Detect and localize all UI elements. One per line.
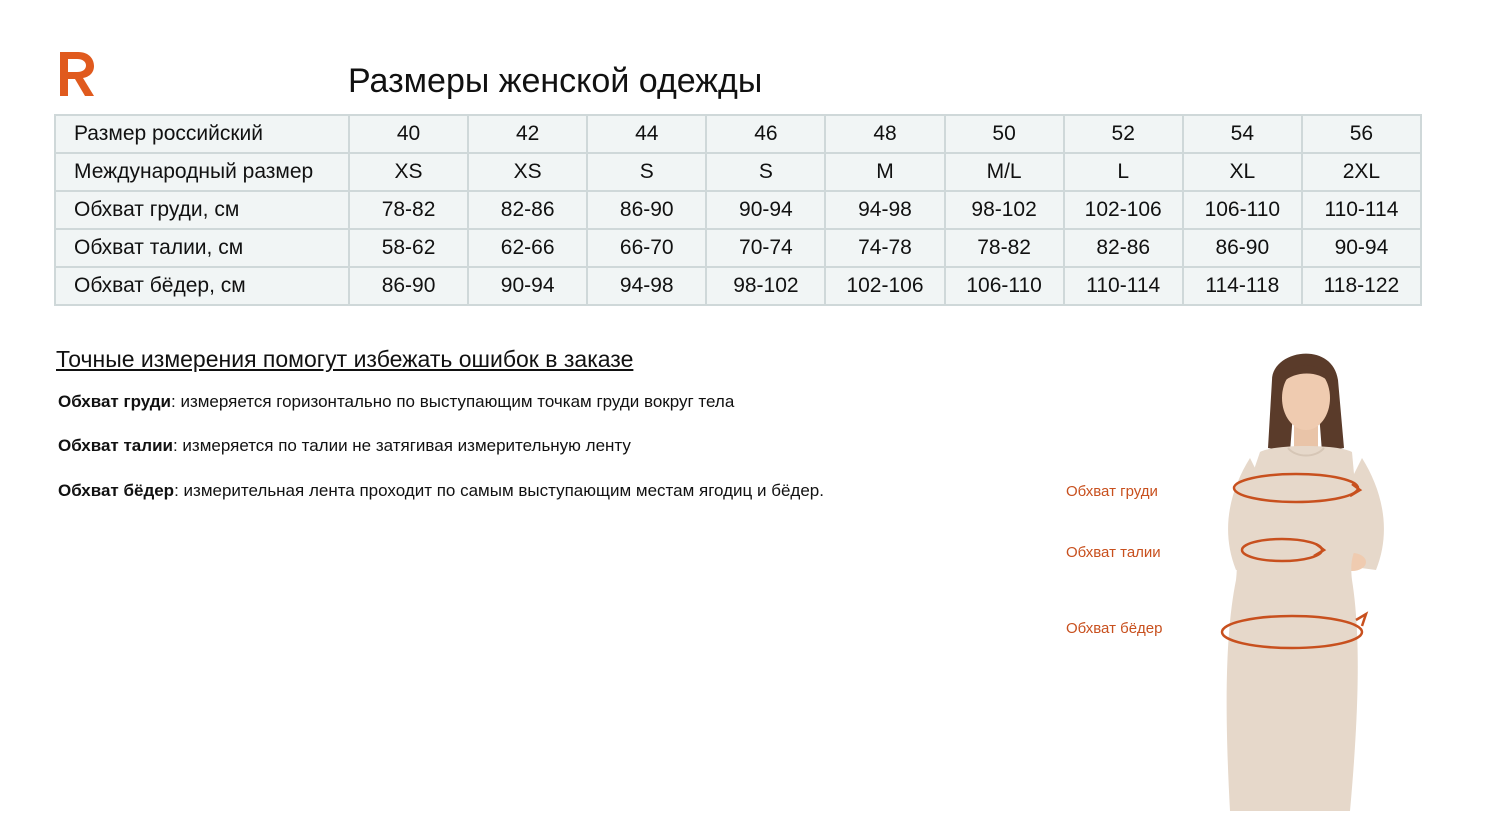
tip-waist <box>58 436 631 456</box>
table-cell: 110-114 <box>1302 191 1421 229</box>
table-cell: 106-110 <box>945 267 1064 305</box>
row-label: Международный размер <box>55 153 349 191</box>
table-cell: 74-78 <box>825 229 944 267</box>
table-cell: XS <box>349 153 468 191</box>
tip-hips-term: Обхват бёдер <box>58 481 175 500</box>
table-cell: 52 <box>1064 115 1183 153</box>
table-cell: 40 <box>349 115 468 153</box>
table-cell: XL <box>1183 153 1302 191</box>
row-waist <box>55 229 1421 267</box>
tips-heading: Точные измерения помогут избежать ошибок в заказе <box>56 346 634 372</box>
size-chart-table <box>54 114 1422 306</box>
label-waist: Обхват талии <box>1066 544 1161 561</box>
table-cell: 54 <box>1183 115 1302 153</box>
table-cell: 90-94 <box>468 267 587 305</box>
table-cell: 102-106 <box>825 267 944 305</box>
table-cell: 78-82 <box>945 229 1064 267</box>
table-cell: 58-62 <box>349 229 468 267</box>
table-cell: 82-86 <box>1064 229 1183 267</box>
table-cell: 102-106 <box>1064 191 1183 229</box>
table-cell: 90-94 <box>706 191 825 229</box>
table-cell: 82-86 <box>468 191 587 229</box>
table-cell: 50 <box>945 115 1064 153</box>
table-cell: S <box>587 153 706 191</box>
table-cell: 48 <box>825 115 944 153</box>
table-cell: 78-82 <box>349 191 468 229</box>
table-cell: 106-110 <box>1183 191 1302 229</box>
table-cell: 114-118 <box>1183 267 1302 305</box>
table-cell: 98-102 <box>706 267 825 305</box>
table-cell: M/L <box>945 153 1064 191</box>
table-cell: 44 <box>587 115 706 153</box>
tip-waist-text: : измеряется по талии не затягивая измерительную ленту <box>172 436 631 455</box>
table-cell: 46 <box>706 115 825 153</box>
table-cell: 98-102 <box>945 191 1064 229</box>
table-cell: 2XL <box>1302 153 1421 191</box>
page-title: Размеры женской одежды <box>348 62 763 100</box>
table-cell: 94-98 <box>587 267 706 305</box>
model-illustration <box>1060 340 1500 811</box>
table-cell: M <box>825 153 944 191</box>
table-cell: 94-98 <box>825 191 944 229</box>
table-cell: 56 <box>1302 115 1421 153</box>
row-label: Обхват бёдер, см <box>55 267 349 305</box>
table-cell: XS <box>468 153 587 191</box>
row-hips <box>55 267 1421 305</box>
table-cell: 118-122 <box>1302 267 1421 305</box>
row-label: Обхват груди, см <box>55 191 349 229</box>
tip-hips <box>58 481 824 501</box>
table-cell: 86-90 <box>1183 229 1302 267</box>
row-russian-size <box>55 115 1421 153</box>
table-cell: 86-90 <box>587 191 706 229</box>
brand-logo-icon <box>56 48 98 98</box>
label-hips: Обхват бёдер <box>1066 620 1163 637</box>
tip-chest-term: Обхват груди <box>58 392 171 411</box>
row-label: Обхват талии, см <box>55 229 349 267</box>
tip-chest-text: : измеряется горизонтально по выступающим точкам груди вокруг тела <box>171 392 735 411</box>
table-cell: S <box>706 153 825 191</box>
tip-chest <box>58 392 734 412</box>
table-cell: 90-94 <box>1302 229 1421 267</box>
row-chest <box>55 191 1421 229</box>
row-label: Размер российский <box>55 115 349 153</box>
table-cell: 110-114 <box>1064 267 1183 305</box>
table-cell: 42 <box>468 115 587 153</box>
row-international-size <box>55 153 1421 191</box>
table-cell: 70-74 <box>706 229 825 267</box>
tip-hips-text: : измерительная лента проходит по самым выступающим местам ягодиц и бёдер. <box>174 481 824 500</box>
table-cell: 62-66 <box>468 229 587 267</box>
label-chest: Обхват груди <box>1066 483 1158 500</box>
tip-waist-term: Обхват талии <box>58 436 173 455</box>
table-cell: L <box>1064 153 1183 191</box>
table-cell: 86-90 <box>349 267 468 305</box>
model-figure <box>1060 340 1500 811</box>
table-cell: 66-70 <box>587 229 706 267</box>
